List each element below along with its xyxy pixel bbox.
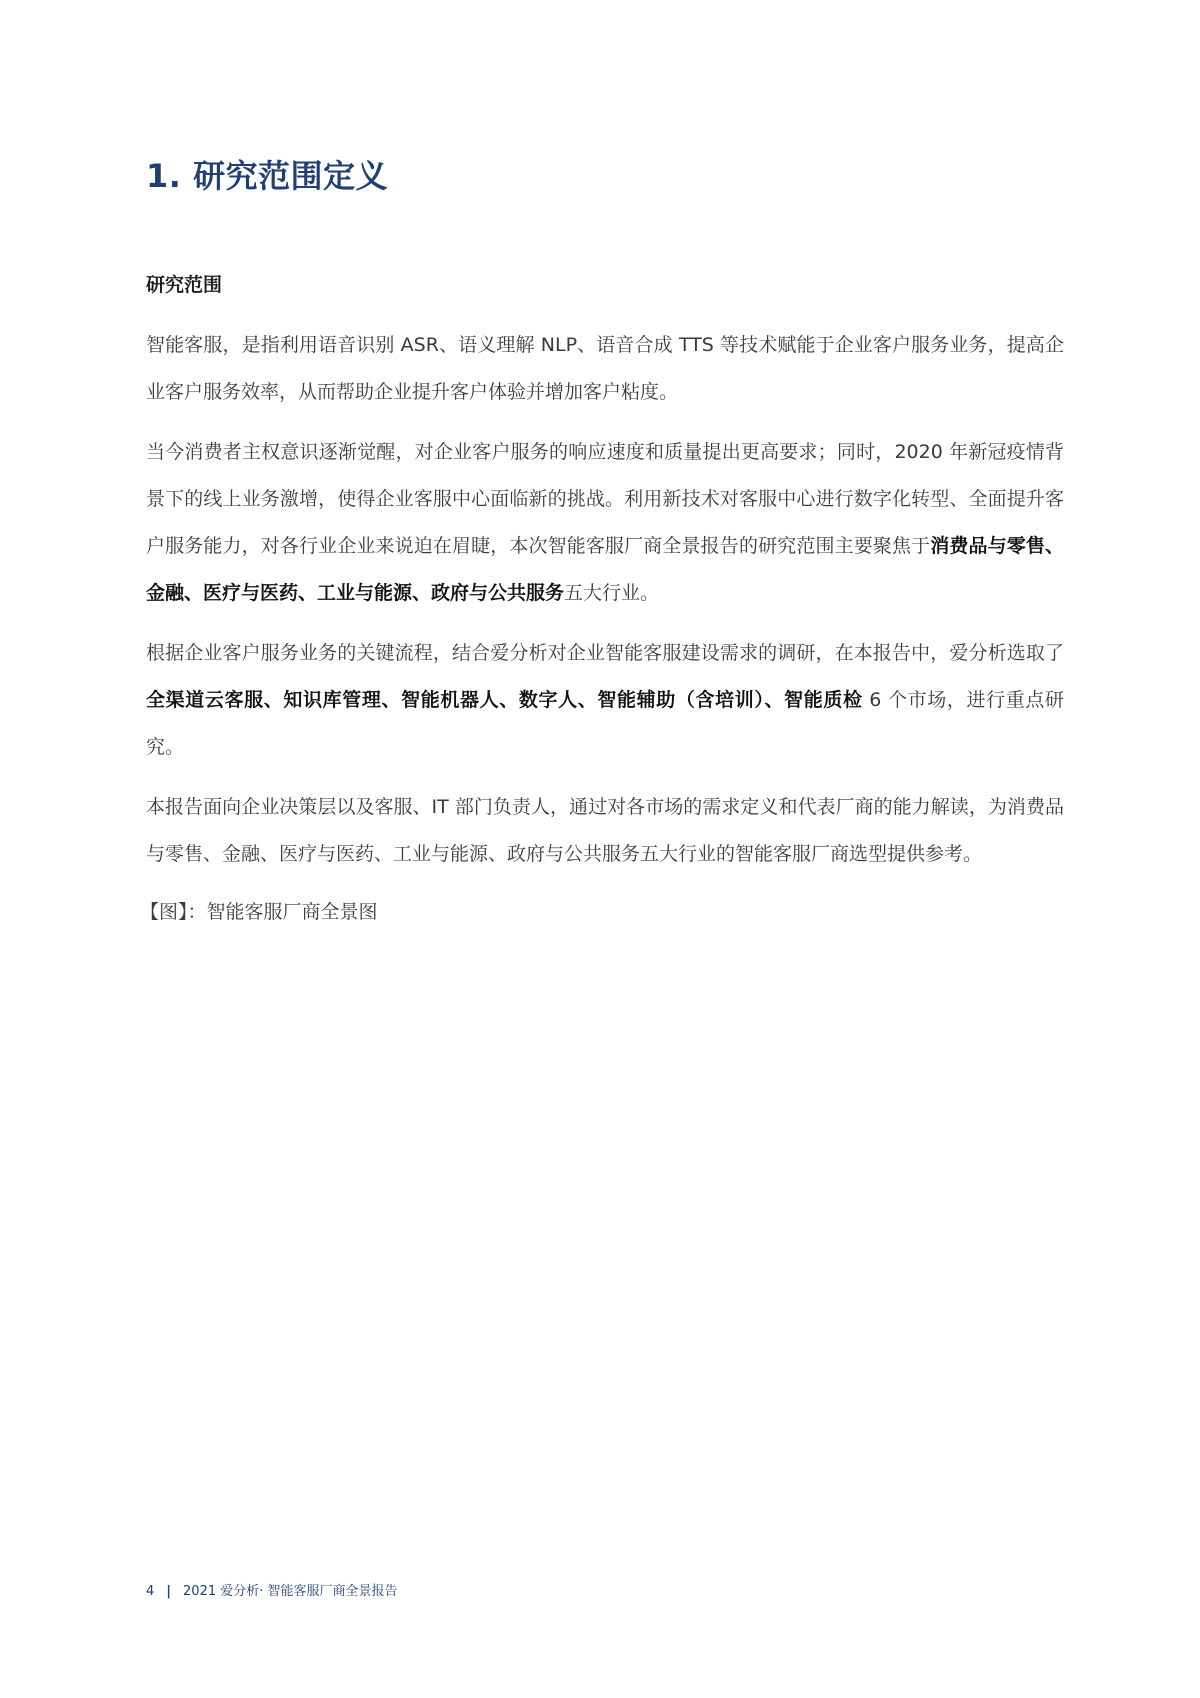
paragraph-markets-list: 全渠道云客服、知识库管理、智能机器人、数字人、智能辅助（含培训）、智能质检	[146, 689, 863, 711]
footer-separator: |	[166, 1584, 172, 1599]
paragraph-scope-tail: 五大行业。	[564, 582, 660, 604]
paragraph-definition: 智能客服，是指利用语音识别 ASR、语义理解 NLP、语音合成 TTS 等技术赋能于企业客户服务业务，提高企业客户服务效率，从而帮助企业提升客户体验并增加客户粘度。	[146, 334, 1064, 403]
paragraph-scope-lead: 当今消费者主权意识逐渐觉醒，对企业客户服务的响应速度和质量提出更高要求；同时，2020 年新冠疫情背景下的线上业务激增，使得企业客服中心面临新的挑战。利用新技术对客服中心进行数字化转型、全面提升客户服务能力，对各行业企业来说迫在眉睫，本次智能客服厂商全景报告的研究范围主要聚焦于	[146, 441, 1064, 557]
paragraph-markets	[146, 630, 1064, 771]
paragraph-scope-industries: 消费品与零售、金融、医疗与医药、工业与能源、政府与公共服务	[146, 535, 1064, 604]
paragraph-audience: 本报告面向企业决策层以及客服、IT 部门负责人，通过对各市场的需求定义和代表厂商的能力解读，为消费品与零售、金融、医疗与医药、工业与能源、政府与公共服务五大行业的智能客服厂商选型提供参考。	[146, 796, 1064, 865]
paragraph-scope	[146, 429, 1064, 617]
footer-report-title: 2021 爱分析· 智能客服厂商全景报告	[183, 1584, 398, 1599]
page-footer	[146, 1582, 398, 1602]
figure-caption: 【图】：智能客服厂商全景图	[140, 901, 378, 923]
paragraph-markets-tail: 6 个市场，进行重点研究。	[146, 689, 1064, 758]
section-title: 1. 研究范围定义	[146, 157, 389, 195]
page-number: 4	[146, 1584, 155, 1599]
paragraph-markets-lead: 根据企业客户服务业务的关键流程，结合爱分析对企业智能客服建设需求的调研，在本报告中，爱分析选取了	[146, 642, 1064, 664]
subsection-title: 研究范围	[146, 274, 223, 296]
page-content	[140, 150, 1064, 936]
